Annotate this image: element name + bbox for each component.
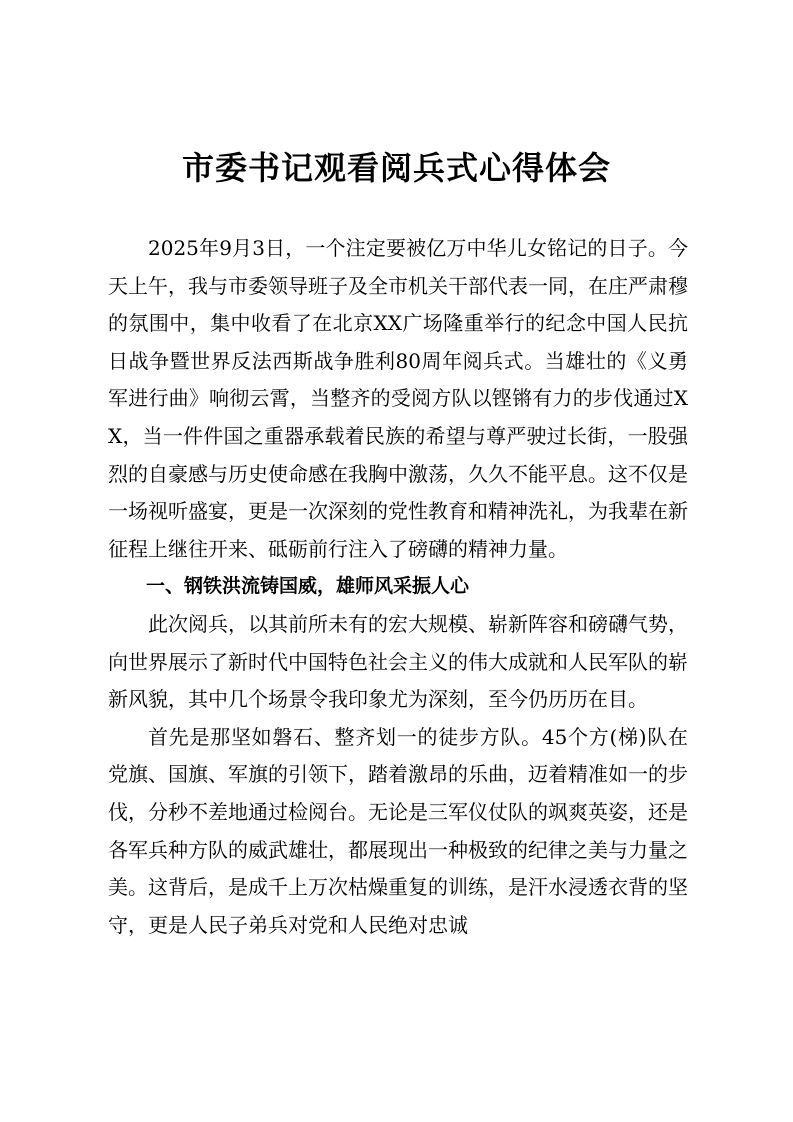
- document-body: [108, 230, 688, 944]
- section-paragraph: 此次阅兵，以其前所未有的宏大规模、崭新阵容和磅礴气势，向世界展示了新时代中国特色社会主义的伟大成就和人民军队的崭新风貌，其中几个场景令我印象尤为深刻，至今仍历历在目。: [108, 611, 688, 712]
- section-paragraph: 首先是那坚如磐石、整齐划一的徒步方队。45个方(梯)队在党旗、国旗、军旗的引领下，踏着激昂的乐曲，迈着精准如一的步伐，分秒不差地通过检阅台。无论是三军仪仗队的飒爽英姿，还是各军兵种方队的威武雄壮，都展现出一种极致的纪律之美与力量之美。这背后，是成千上万次枯燥重复的训练，是汗水浸透衣背的坚守，更是人民子弟兵对党和人民绝对忠诚: [108, 724, 688, 937]
- section-heading: 一、钢铁洪流铸国威，雄师风采振人心: [146, 575, 470, 598]
- intro-paragraph: 2025年9月3日，一个注定要被亿万中华儿女铭记的日子。今天上午，我与市委领导班子及全市机关干部代表一同，在庄严肃穆的氛围中，集中收看了在北京XX广场隆重举行的纪念中国人民抗日战争暨世界反法西斯战争胜利80周年阅兵式。当雄壮的《义勇军进行曲》响彻云霄，当整齐的受阅方队以铿锵有力的步伐通过XX，当一件件国之重器承载着民族的希望与尊严驶过长街，一股强烈的自豪感与历史使命感在我胸中激荡，久久不能平息。这不仅是一场视听盛宴，更是一次深刻的党性教育和精神洗礼，为我辈在新征程上继往开来、砥砺前行注入了磅礴的精神力量。: [108, 236, 688, 561]
- document-title: 市委书记观看阅兵式心得体会: [181, 149, 611, 187]
